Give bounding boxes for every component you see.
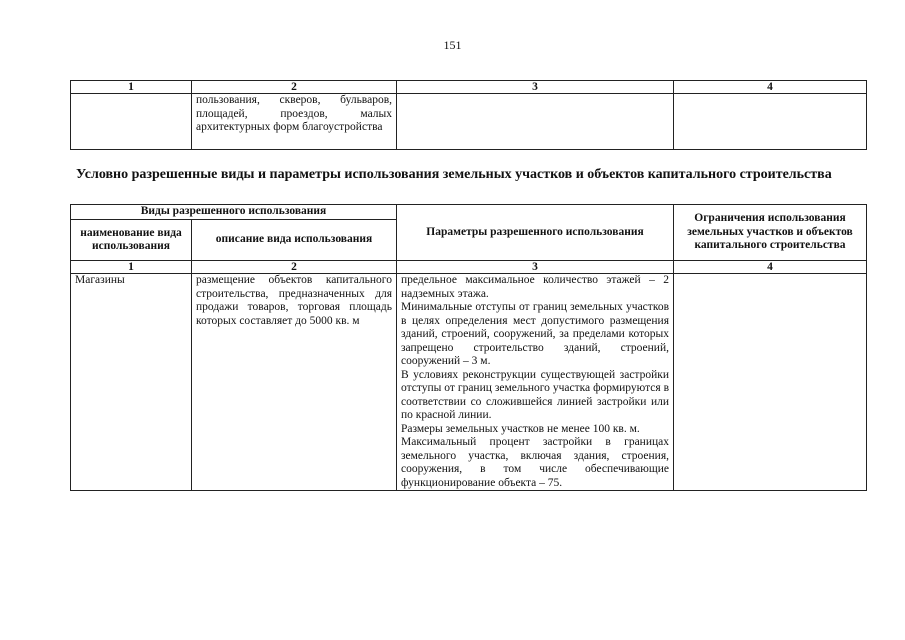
column-number-row: [71, 261, 867, 274]
header-row: [71, 205, 867, 220]
table-row: [71, 94, 867, 150]
param-paragraph: Минимальные отступы от границ земельных участков в целях определения мест допустимого размещения зданий, строений, сооружений, за пределами которых запрещено строительство зданий, строений, сооружений – 3 м.: [401, 301, 669, 367]
cell-name: Магазины: [71, 274, 192, 491]
column-number: 3: [397, 81, 674, 94]
cell-description: пользования, скверов, бульваров, площадей, проездов, малых архитектурных форм благоустройства: [192, 94, 397, 150]
table-row: [71, 274, 867, 491]
cell-params: [397, 94, 674, 150]
name-header: наименование вида использования: [71, 220, 192, 261]
conditional-uses-table: [70, 204, 867, 491]
column-number: 3: [397, 261, 674, 274]
column-number: 4: [674, 81, 867, 94]
param-paragraph: Максимальный процент застройки в границах земельного участка, включая здания, строения, сооружения, в том числе обеспечивающие функционирование объекта – 75.: [401, 436, 669, 489]
cell-restrictions: [674, 94, 867, 150]
param-paragraph: Размеры земельных участков не менее 100 кв. м.: [401, 422, 640, 435]
column-number: 1: [71, 81, 192, 94]
column-number: 2: [192, 81, 397, 94]
group-header: Виды разрешенного использования: [71, 205, 397, 220]
cell-restrictions: [674, 274, 867, 491]
column-number: 4: [674, 261, 867, 274]
param-paragraph: В условиях реконструкции существующей застройки отступы от границ земельного участка формируются в соответствии со сложившейся линией застройки или по красной линии.: [401, 368, 669, 421]
params-header: Параметры разрешенного использования: [397, 205, 674, 261]
cell-description: размещение объектов капитального строительства, предназначенных для продажи товаров, торговая площадь которых составляет до 5000 кв. м: [192, 274, 397, 491]
section-title: Условно разрешенные виды и параметры использования земельных участков и объектов капитального строительства: [76, 167, 832, 182]
restrictions-header: Ограничения использования земельных участков и объектов капитального строительства: [674, 205, 867, 261]
page-number: 151: [443, 38, 462, 52]
param-paragraph: предельное максимальное количество этажей – 2 надземных этажа.: [401, 274, 669, 300]
column-number: 2: [192, 261, 397, 274]
column-number-row: [71, 81, 867, 94]
cell-name: [71, 94, 192, 150]
continuation-table: [70, 80, 867, 150]
column-number: 1: [71, 261, 192, 274]
cell-params: [397, 274, 674, 491]
description-header: описание вида использования: [192, 220, 397, 261]
